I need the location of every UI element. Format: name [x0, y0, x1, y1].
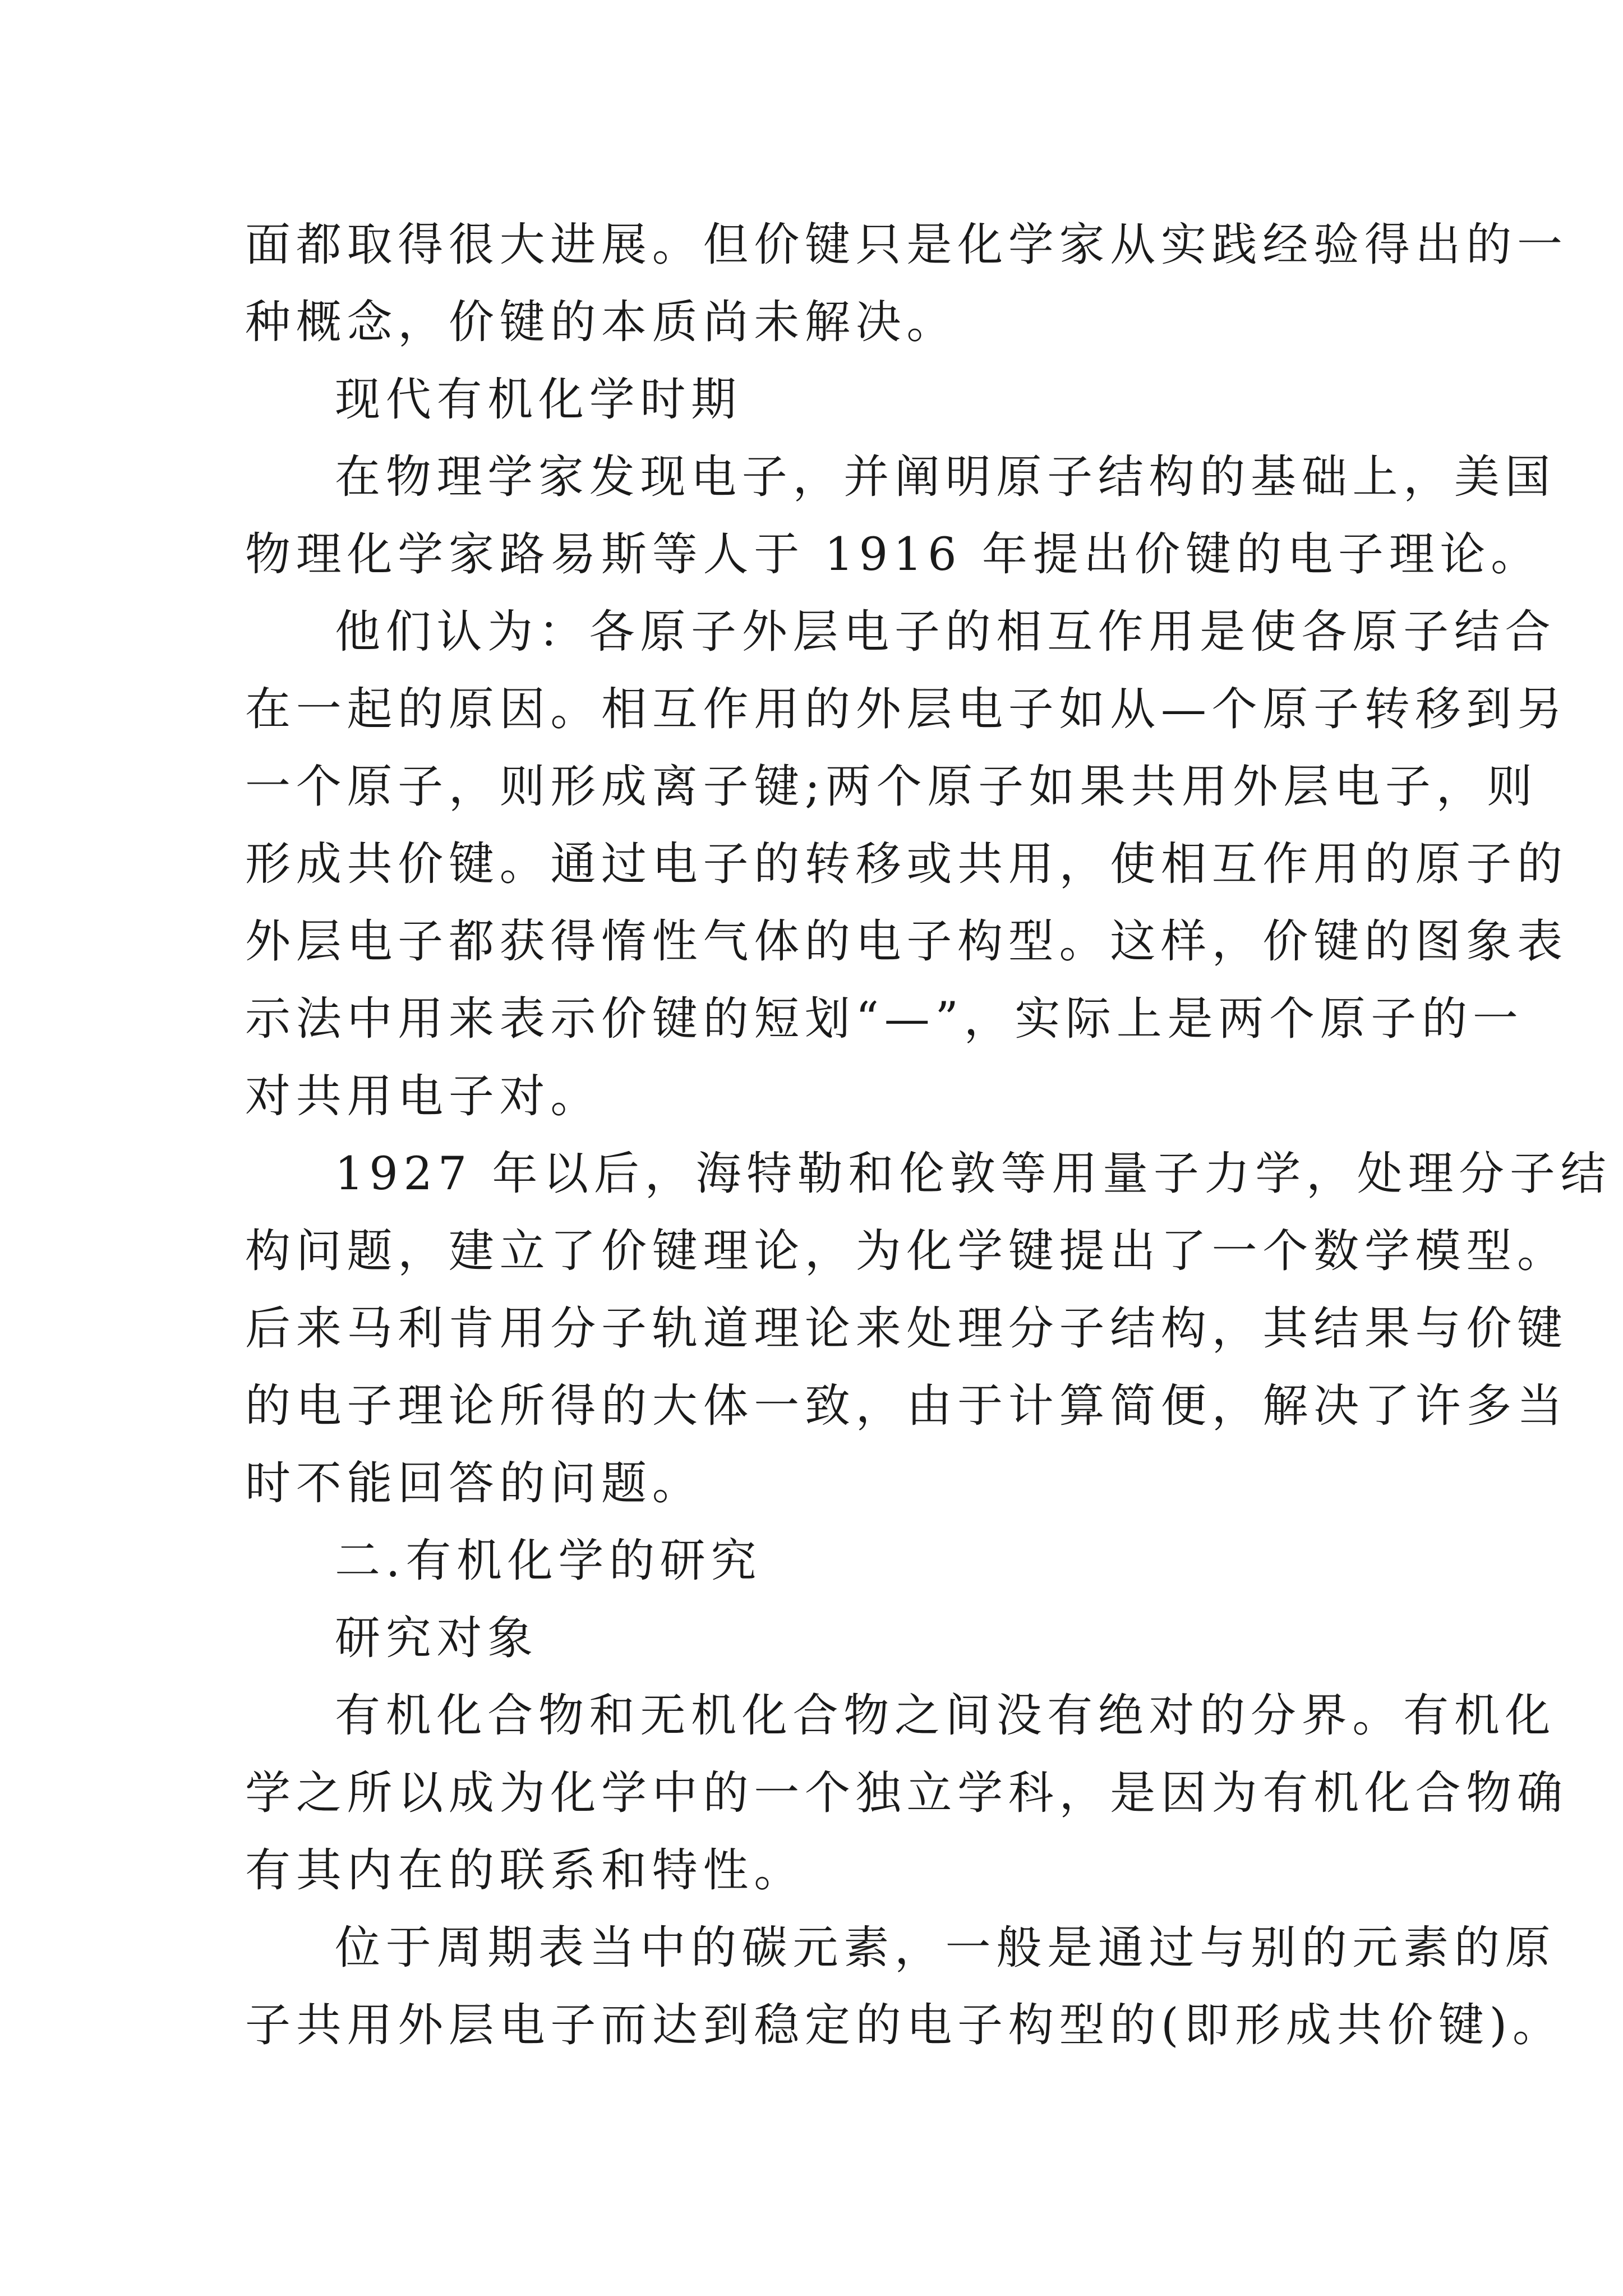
text-line: 对共用电子对。: [245, 1070, 602, 1123]
section-heading: 现代有机化学时期: [335, 374, 742, 426]
text-line: 他们认为：各原子外层电子的相互作用是使各原子结合: [335, 606, 1556, 659]
text-line: 位于周期表当中的碳元素，一般是通过与别的元素的原: [335, 1922, 1556, 1975]
text-line: 一个原子，则形成离子键;两个原子如果共用外层电子，则: [245, 761, 1538, 813]
text-line: 学之所以成为化学中的一个独立学科，是因为有机化合物确: [245, 1767, 1568, 1820]
text-line: 形成共价键。通过电子的转移或共用，使相互作用的原子的: [245, 838, 1568, 891]
text-line: 物理化学家路易斯等人于 1916 年提出价键的电子理论。: [245, 528, 1542, 581]
text-line: 在一起的原因。相互作用的外层电子如从—个原子转移到另: [245, 683, 1568, 736]
text-line: 时不能回答的问题。: [245, 1457, 703, 1510]
text-line: 子共用外层电子而达到稳定的电子构型的(即形成共价键)。: [245, 1999, 1564, 2052]
text-line: 有其内在的联系和特性。: [245, 1844, 805, 1897]
text-line: 构问题，建立了价键理论，为化学键提出了一个数学模型。: [245, 1225, 1568, 1278]
text-line: 后来马利肯用分子轨道理论来处理分子结构，其结果与价键: [245, 1303, 1568, 1355]
text-line: 的电子理论所得的大体一致，由于计算简便，解决了许多当: [245, 1380, 1568, 1433]
text-line: 种概念，价键的本质尚未解决。: [245, 296, 958, 349]
text-line: 示法中用来表示价键的短划“—”，实际上是两个原子的一: [245, 993, 1524, 1046]
subsection-heading: 研究对象: [335, 1612, 538, 1665]
text-line: 在物理学家发现电子，并阐明原子结构的基础上，美国: [335, 451, 1556, 504]
text-line: 有机化合物和无机化合物之间没有绝对的分界。有机化: [335, 1690, 1556, 1742]
text-line: 面都取得很大进展。但价键只是化学家从实践经验得出的一: [245, 219, 1568, 272]
text-line: 外层电子都获得惰性气体的电子构型。这样，价键的图象表: [245, 915, 1568, 968]
body-text: [245, 206, 1612, 2064]
section-heading: 二.有机化学的研究: [335, 1535, 762, 1588]
text-line: 1927 年以后，海特勒和伦敦等用量子力学，处理分子结: [335, 1148, 1612, 1200]
